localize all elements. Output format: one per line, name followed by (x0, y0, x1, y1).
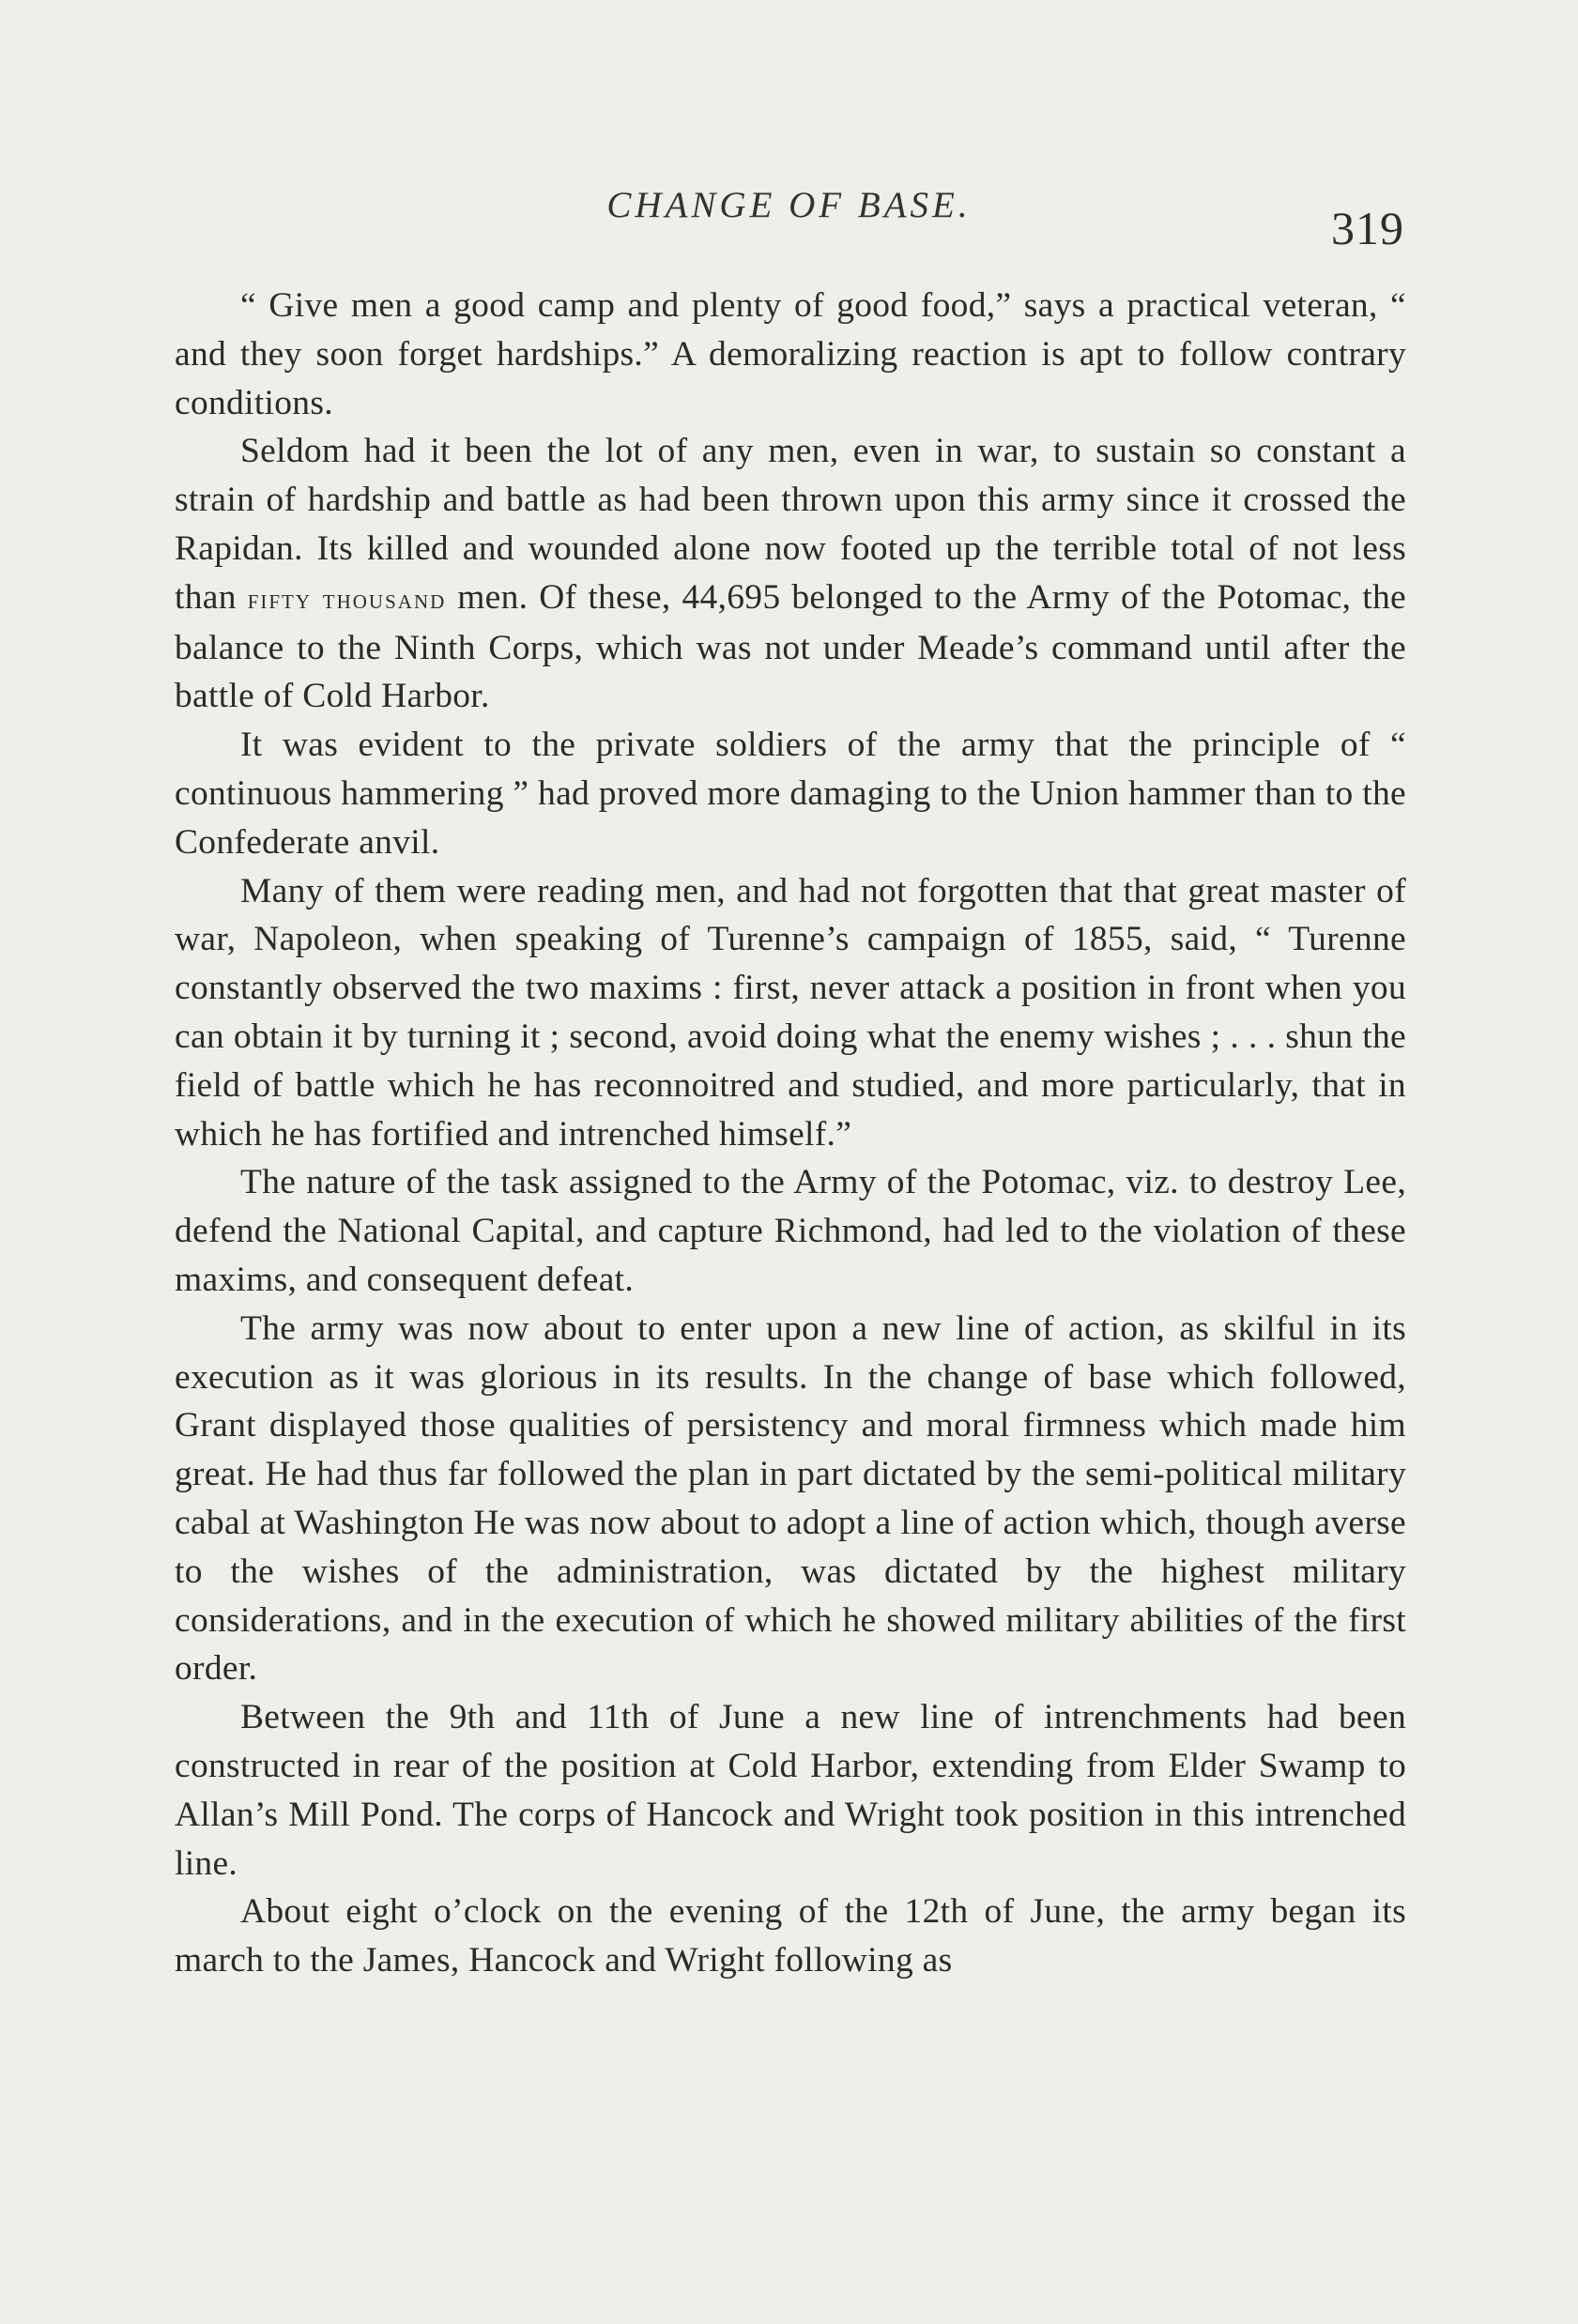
paragraph: Many of them were reading men, and had not forgotten that that great master of war, Napoleon, when speaking of Turenne’s campaign of 1855, said, “ Turenne constantly observed the two maxims : first, never attack a position in front when you can obtain it by turning it ; second, avoid doing what the enemy wishes ; . . . shun the field of battle which he has reconnoitred and studied, and more particularly, that in which he has fortified and intrenched himself.” (175, 871, 1406, 1154)
paragraph (175, 427, 1406, 721)
running-title: CHANGE OF BASE. (606, 185, 972, 225)
paragraph: The army was now about to enter upon a new line of action, as skilful in its execution as it was glorious in its results. In the change of base which followed, Grant displayed those qualities of persistency and moral firmness which made him great. He had thus far followed the plan in part dictated by the semi-political military cabal at Washington He was now about to adopt a line of action which, though averse to the wishes of the administration, was dictated by the highest military considerations, and in the execution of which he showed military abilities of the first order. (175, 1308, 1406, 1689)
paragraph: It was evident to the private soldiers of the army that the principle of “ continuous hammering ” had proved more damaging to the Union hammer than to the Confederate anvil. (175, 726, 1406, 862)
paragraph-text: men. Of these, 44,695 belonged to the Army of the Potomac, the balance to the Ninth Corps, which was not under Meade’s command until after the battle of Cold Harbor. (175, 577, 1406, 716)
small-caps-emphasis: fifty thousand (247, 583, 447, 615)
page-number: 319 (1331, 202, 1404, 254)
paragraph: The nature of the task assigned to the Army of the Potomac, viz. to destroy Lee, defend the National Capital, and capture Richmond, had led to the violation of these maxims, and consequent defeat. (175, 1163, 1406, 1299)
paragraph: Between the 9th and 11th of June a new line of intrenchments had been constructed in rear of the position at Cold Harbor, extending from Elder Swamp to Allan’s Mill Pond. The corps of Hancock and Wright took position in this intrenched line. (175, 1698, 1406, 1883)
paragraph: “ Give men a good camp and plenty of good food,” says a practical veteran, “ and they soon forget hardships.” A demoralizing reaction is apt to follow contrary conditions. (175, 286, 1406, 422)
paragraph: About eight o’clock on the evening of the 12th of June, the army began its march to the James, Hancock and Wright following as (175, 1892, 1406, 1980)
paragraph-text: Seldom had it been the lot of any men, even in war, to sustain so constant a strain of hardship and battle as had been thrown upon this army since it crossed the Rapidan. Its killed and wounded alone now footed up the terrible total of not less than (175, 432, 1406, 617)
body-text (175, 282, 1406, 1985)
